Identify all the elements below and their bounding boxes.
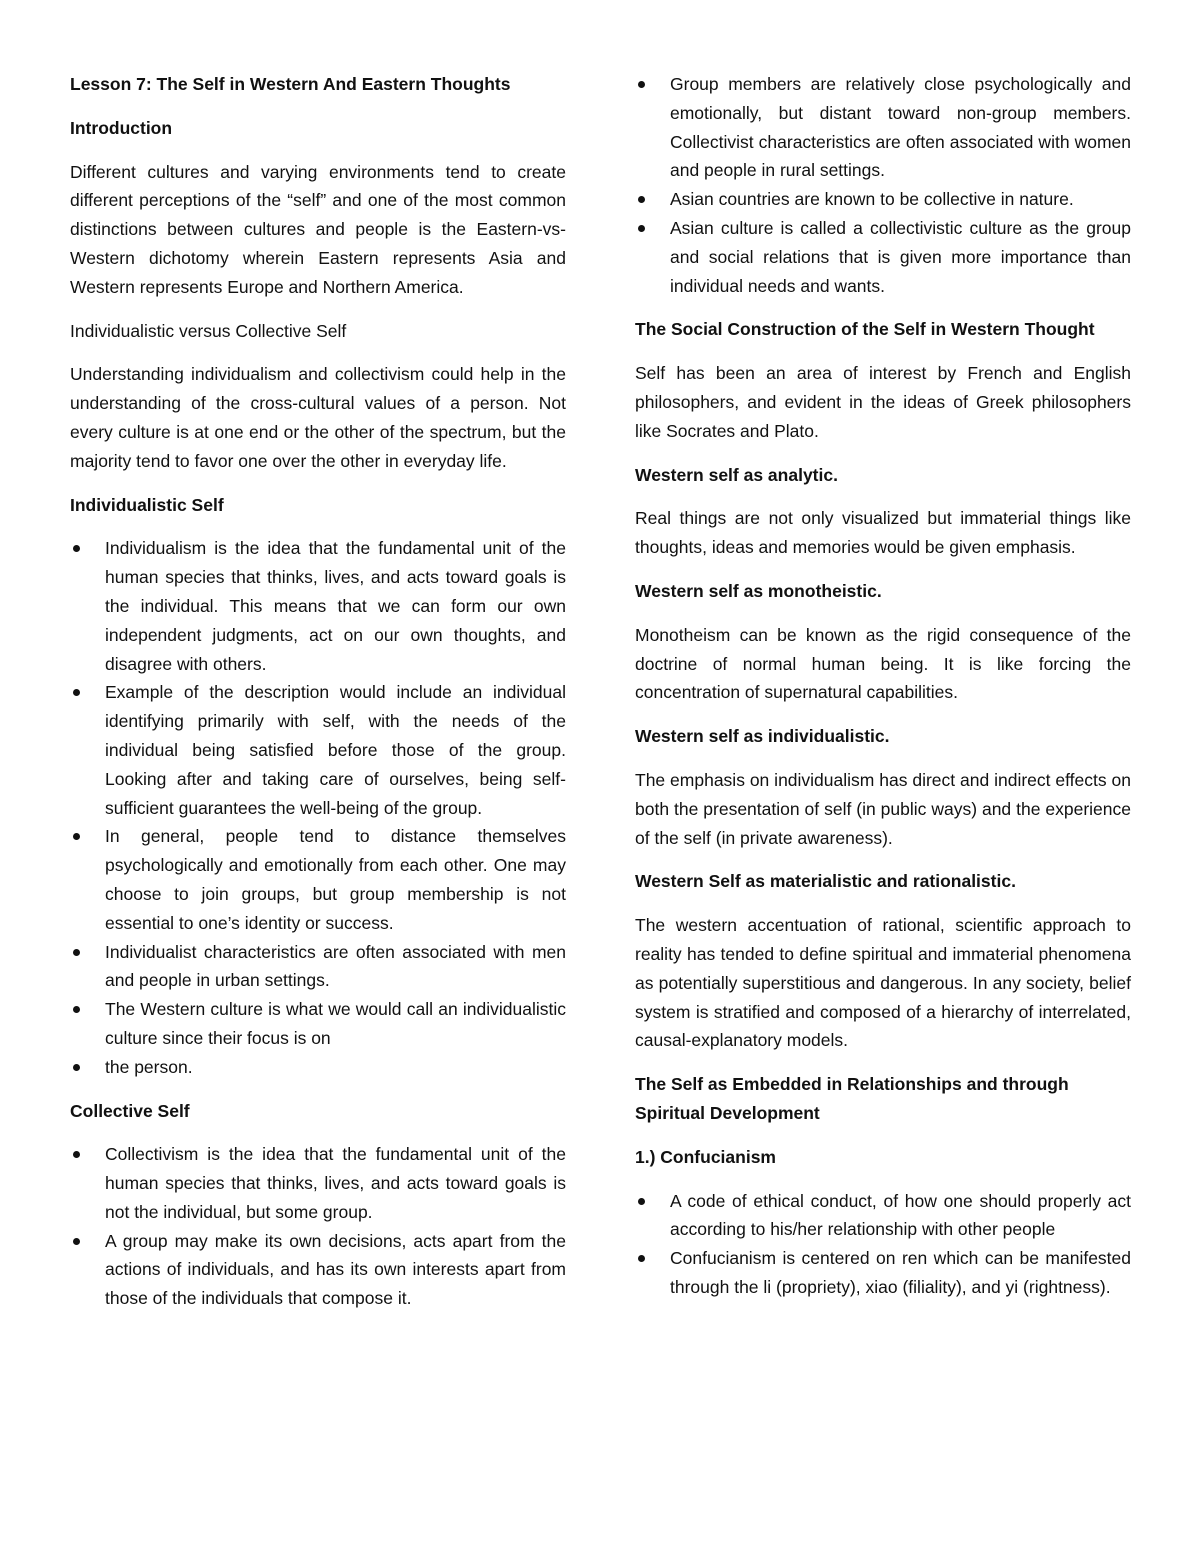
individualistic-self-list [70,534,566,1081]
bullet-icon [638,1255,645,1262]
embedded-self-heading: The Self as Embedded in Relationships and through Spiritual Development [635,1074,1069,1123]
western-monotheistic-paragraph: Monotheism can be known as the rigid consequence of the doctrine of normal human being. It is like forcing the concentration of supernatural capabilities. [635,624,1131,703]
list-item [635,1187,1131,1245]
western-materialistic-paragraph: The western accentuation of rational, scientific approach to reality has tended to define spiritual and immaterial phenomena as potentially superstitious and dangerous. In any society, belief system is stratified and composed of a hierarchy of interrelated, causal-explanatory models. [635,915,1131,1051]
bullet-icon [73,689,80,696]
list-item-text: Individualism is the idea that the fundamental unit of the human species that thinks, lives, and acts toward goals is the individual. This means that we can form our own independent judgments, act on our own thoughts, and disagree with others. [105,538,566,674]
list-item [635,70,1131,185]
left-column [70,70,566,1328]
western-analytic-heading: Western self as analytic. [635,464,838,485]
bullet-icon [638,225,645,232]
lesson-title: Lesson 7: The Self in Western And Eastern Thoughts [70,74,511,94]
list-item [635,1244,1131,1302]
bullet-icon [73,545,80,552]
list-item [70,1053,566,1082]
confucianism-list [635,1187,1131,1302]
collective-self-list [70,1140,566,1313]
collective-self-list-continued [635,70,1131,300]
list-item-text: Group members are relatively close psychologically and emotionally, but distant toward non-group members. Collectivist characteristics are often associated with women and people in rural settings. [670,74,1131,181]
introduction-heading: Introduction [70,117,173,138]
list-item [70,995,566,1053]
social-construction-paragraph: Self has been an area of interest by French and English philosophers, and evident in the ideas of Greek philosophers like Socrates and Plato. [635,363,1131,441]
bullet-icon [73,833,80,840]
list-item [635,214,1131,300]
bullet-icon [73,1006,80,1013]
list-item [70,678,566,822]
bullet-icon [638,196,645,203]
list-item [70,534,566,678]
list-item-text: Asian countries are known to be collective in nature. [670,189,1074,210]
individualistic-self-heading: Individualistic Self [70,494,224,515]
list-item-text: A code of ethical conduct, of how one should properly act according to his/her relationship with other people [670,1190,1131,1240]
western-individualistic-heading: Western self as individualistic. [635,726,890,747]
introduction-paragraph: Different cultures and varying environments tend to create different perceptions of the “self” and one of the most common distinctions between cultures and people is the Eastern-vs-Western dichotomy wherein Eastern represents Asia and Western represents Europe and Northern America. [70,161,566,297]
list-item-text: Asian culture is called a collectivistic culture as the group and social relations that is given more importance than individual needs and wants. [670,217,1131,296]
list-item [70,938,566,996]
bullet-icon [638,81,645,88]
list-item-text: A group may make its own decisions, acts apart from the actions of individuals, and has its own interests apart from those of the individuals that compose it. [105,1230,566,1309]
bullet-icon [73,949,80,956]
bullet-icon [638,1198,645,1205]
list-item-text: Example of the description would include an individual identifying primarily with self, with the needs of the individual being satisfied before those of the group. Looking after and taking care of ourselves, being self-sufficient guarantees the well-being of the group. [105,682,566,818]
list-item [635,185,1131,214]
list-item-text: Individualist characteristics are often associated with men and people in urban settings. [105,941,566,991]
individualistic-vs-collective-paragraph: Understanding individualism and collectivism could help in the understanding of the cross-cultural values of a person. Not every culture is at one end or the other of the spectrum, but the majority tend to favor one over the other in everyday life. [70,364,566,471]
western-monotheistic-heading: Western self as monotheistic. [635,580,882,601]
individualistic-vs-collective-heading: Individualistic versus Collective Self [70,320,347,341]
list-item-text: Confucianism is centered on ren which can be manifested through the li (propriety), xiao (filiality), and yi (rightness). [670,1248,1131,1297]
bullet-icon [73,1064,80,1071]
right-column [635,70,1131,1317]
confucianism-heading: 1.) Confucianism [635,1146,776,1167]
western-individualistic-paragraph: The emphasis on individualism has direct and indirect effects on both the presentation of self (in public ways) and the experience of the self (in private awareness). [635,769,1131,848]
collective-self-heading: Collective Self [70,1100,190,1121]
western-materialistic-heading: Western Self as materialistic and rationalistic. [635,871,1016,892]
list-item [70,1140,566,1226]
list-item-text: the person. [105,1056,193,1077]
list-item-text: The Western culture is what we would call an individualistic culture since their focus is on [105,999,566,1048]
bullet-icon [73,1151,80,1158]
list-item [70,822,566,937]
social-construction-heading: The Social Construction of the Self in Western Thought [635,319,1095,340]
list-item-text: Collectivism is the idea that the fundamental unit of the human species that thinks, lives, and acts toward goals is not the individual, but some group. [105,1144,566,1222]
bullet-icon [73,1238,80,1245]
list-item [70,1227,566,1313]
list-item-text: In general, people tend to distance themselves psychologically and emotionally from each other. One may choose to join groups, but group membership is not essential to one’s identity or success. [105,826,566,933]
western-analytic-paragraph: Real things are not only visualized but immaterial things like thoughts, ideas and memories would be given emphasis. [635,508,1131,558]
